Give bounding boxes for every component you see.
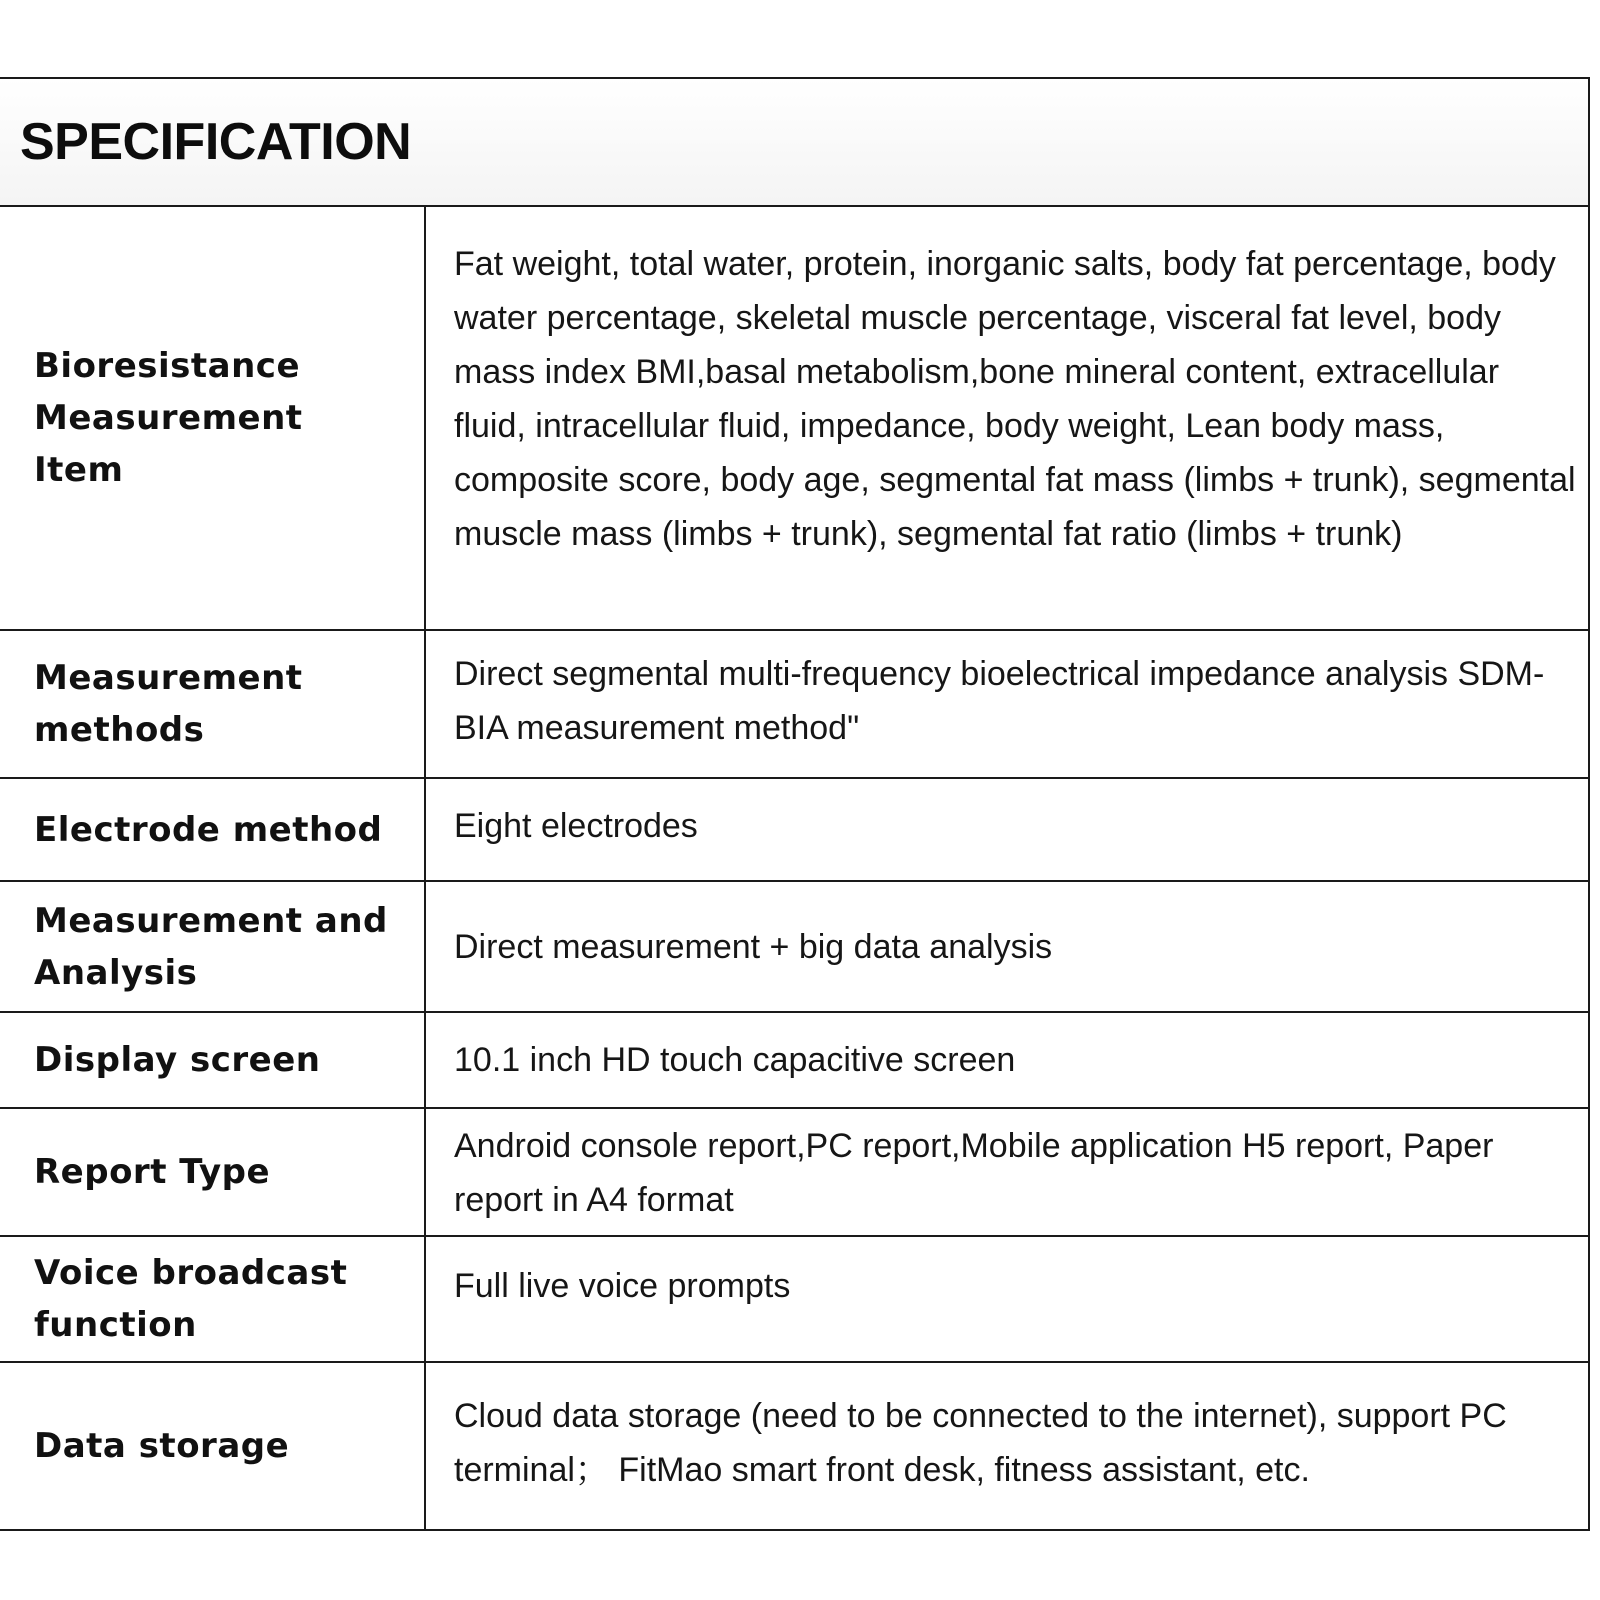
row-label: Voice broadcast function: [0, 1237, 426, 1361]
table-row: [0, 1013, 1588, 1109]
table-row: [0, 779, 1588, 882]
row-label: Report Type: [0, 1109, 426, 1235]
row-value: Eight electrodes: [454, 807, 698, 845]
row-value: Full live voice prompts: [454, 1267, 791, 1305]
page-title: SPECIFICATION: [20, 113, 412, 171]
row-value: Cloud data storage (need to be connected to the internet), support PC terminal； FitMao smart front desk, fitness assistant, etc.: [454, 1397, 1507, 1489]
table-row: [0, 1109, 1588, 1237]
row-value: Fat weight, total water, protein, inorganic salts, body fat percentage, body water percentage, skeletal muscle percentage, visceral fat level, body mass index BMI,basal metabolism,bone mineral content, extracellular fluid, intracellular fluid, impedance, body weight, Lean body mass, composite score, body age, segmental fat mass (limbs + trunk), segmental muscle mass (limbs + trunk), segmental fat ratio (limbs + trunk): [454, 245, 1576, 553]
table-row: [0, 207, 1588, 631]
row-value: Android console report,PC report,Mobile application H5 report, Paper report in A4 format: [454, 1127, 1494, 1219]
table-row: [0, 1363, 1588, 1529]
specification-table: [0, 77, 1590, 1531]
row-label: Data storage: [0, 1363, 426, 1529]
row-label: Measurement methods: [0, 631, 426, 777]
table-row: [0, 882, 1588, 1013]
row-label: Bioresistance Measurement Item: [0, 207, 426, 629]
table-row: [0, 1237, 1588, 1363]
row-value: Direct measurement + big data analysis: [454, 927, 1053, 966]
row-label: Measurement and Analysis: [0, 882, 426, 1011]
row-value: 10.1 inch HD touch capacitive screen: [454, 1041, 1016, 1079]
table-row: [0, 631, 1588, 779]
row-label: Electrode method: [0, 779, 426, 880]
row-value: Direct segmental multi-frequency bioelectrical impedance analysis SDM-BIA measurement method": [454, 655, 1545, 747]
row-label: Display screen: [0, 1013, 426, 1107]
table-header: [0, 79, 1588, 207]
